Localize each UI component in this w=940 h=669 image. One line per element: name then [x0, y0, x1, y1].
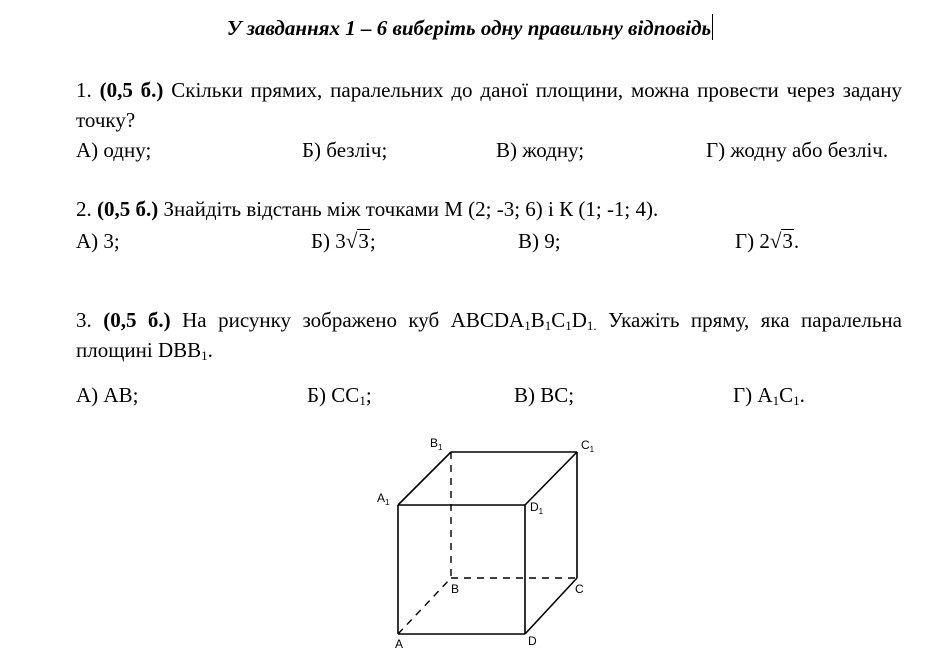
q3-answer-d[interactable]: Г) $А_1С_1$.: [733, 383, 805, 408]
vertex-label-A: A: [395, 637, 404, 651]
cube-diagram: [365, 430, 605, 655]
question-2-points: (0,5 б.): [97, 197, 159, 221]
sqrt-symbol: √3: [345, 229, 369, 253]
q3-answer-c[interactable]: В) ВС;: [514, 383, 575, 407]
q1-answer-d[interactable]: Г) жодну або безліч.: [706, 138, 889, 162]
q2-answer-d-coef: Г) 2: [735, 229, 770, 253]
vertex-label-D: D: [528, 634, 537, 648]
question-3-number: 3.: [76, 308, 92, 332]
edge-CD: [525, 578, 577, 634]
edge-A1B1: [398, 452, 451, 505]
vertex-label-B1: $B_1$: [430, 436, 443, 452]
edge-C1D1: [525, 452, 577, 505]
q3-answer-b[interactable]: Б) $СС_1$;: [307, 383, 372, 408]
vertex-label-C: C: [575, 582, 584, 596]
text-cursor: [712, 14, 713, 40]
question-3-text: На рисунку зображено куб $ABCDA_1B_1C_1D_{1.}$ Укажіть пряму, яка паралельна площині $DBB_1$.: [76, 308, 902, 363]
question-2-text: Знайдіть відстань між точками М (2; -3; 6) і К (1; -1; 4).: [163, 197, 659, 221]
q2-answer-b-suffix: ;: [369, 229, 376, 253]
question-1-number: 1.: [76, 78, 92, 102]
q1-answer-a[interactable]: А) одну;: [76, 138, 152, 162]
question-3-points: (0,5 б.): [103, 308, 171, 332]
question-1-text: Скільки прямих, паралельних до даної площини, можна провести через задану точку?: [76, 78, 903, 132]
question-2: [76, 194, 902, 224]
q2-answer-b-radicand: 3: [358, 229, 369, 253]
q2-answer-b[interactable]: [311, 226, 376, 256]
vertex-label-A1: $A_1$: [377, 491, 390, 507]
q1-answer-c[interactable]: В) жодну;: [496, 138, 585, 162]
q2-answer-d-suffix: .: [793, 229, 800, 253]
question-1: [76, 75, 902, 135]
q2-answer-d[interactable]: [735, 226, 799, 256]
q2-answer-c[interactable]: В) 9;: [518, 229, 561, 253]
question-2-number: 2.: [76, 197, 92, 221]
question-1-points: (0,5 б.): [99, 78, 164, 102]
q2-answer-d-radicand: 3: [782, 229, 793, 253]
cube-figure: [365, 430, 605, 655]
vertex-label-D1: $D_1$: [530, 500, 544, 516]
q2-answer-a[interactable]: А) 3;: [76, 229, 120, 253]
q3-answer-a[interactable]: А) АВ;: [76, 383, 139, 407]
edge-AB-hidden: [398, 578, 451, 634]
q1-answer-b[interactable]: Б) безліч;: [302, 138, 388, 162]
sqrt-symbol: √3: [769, 229, 793, 253]
question-3: [76, 305, 902, 365]
q2-answer-b-coef: Б) 3: [311, 229, 346, 253]
vertex-label-C1: $C_1$: [581, 438, 595, 454]
section-heading: У завданнях 1 – 6 виберіть одну правильну відповідь: [226, 16, 712, 40]
vertex-label-B: B: [451, 582, 460, 596]
